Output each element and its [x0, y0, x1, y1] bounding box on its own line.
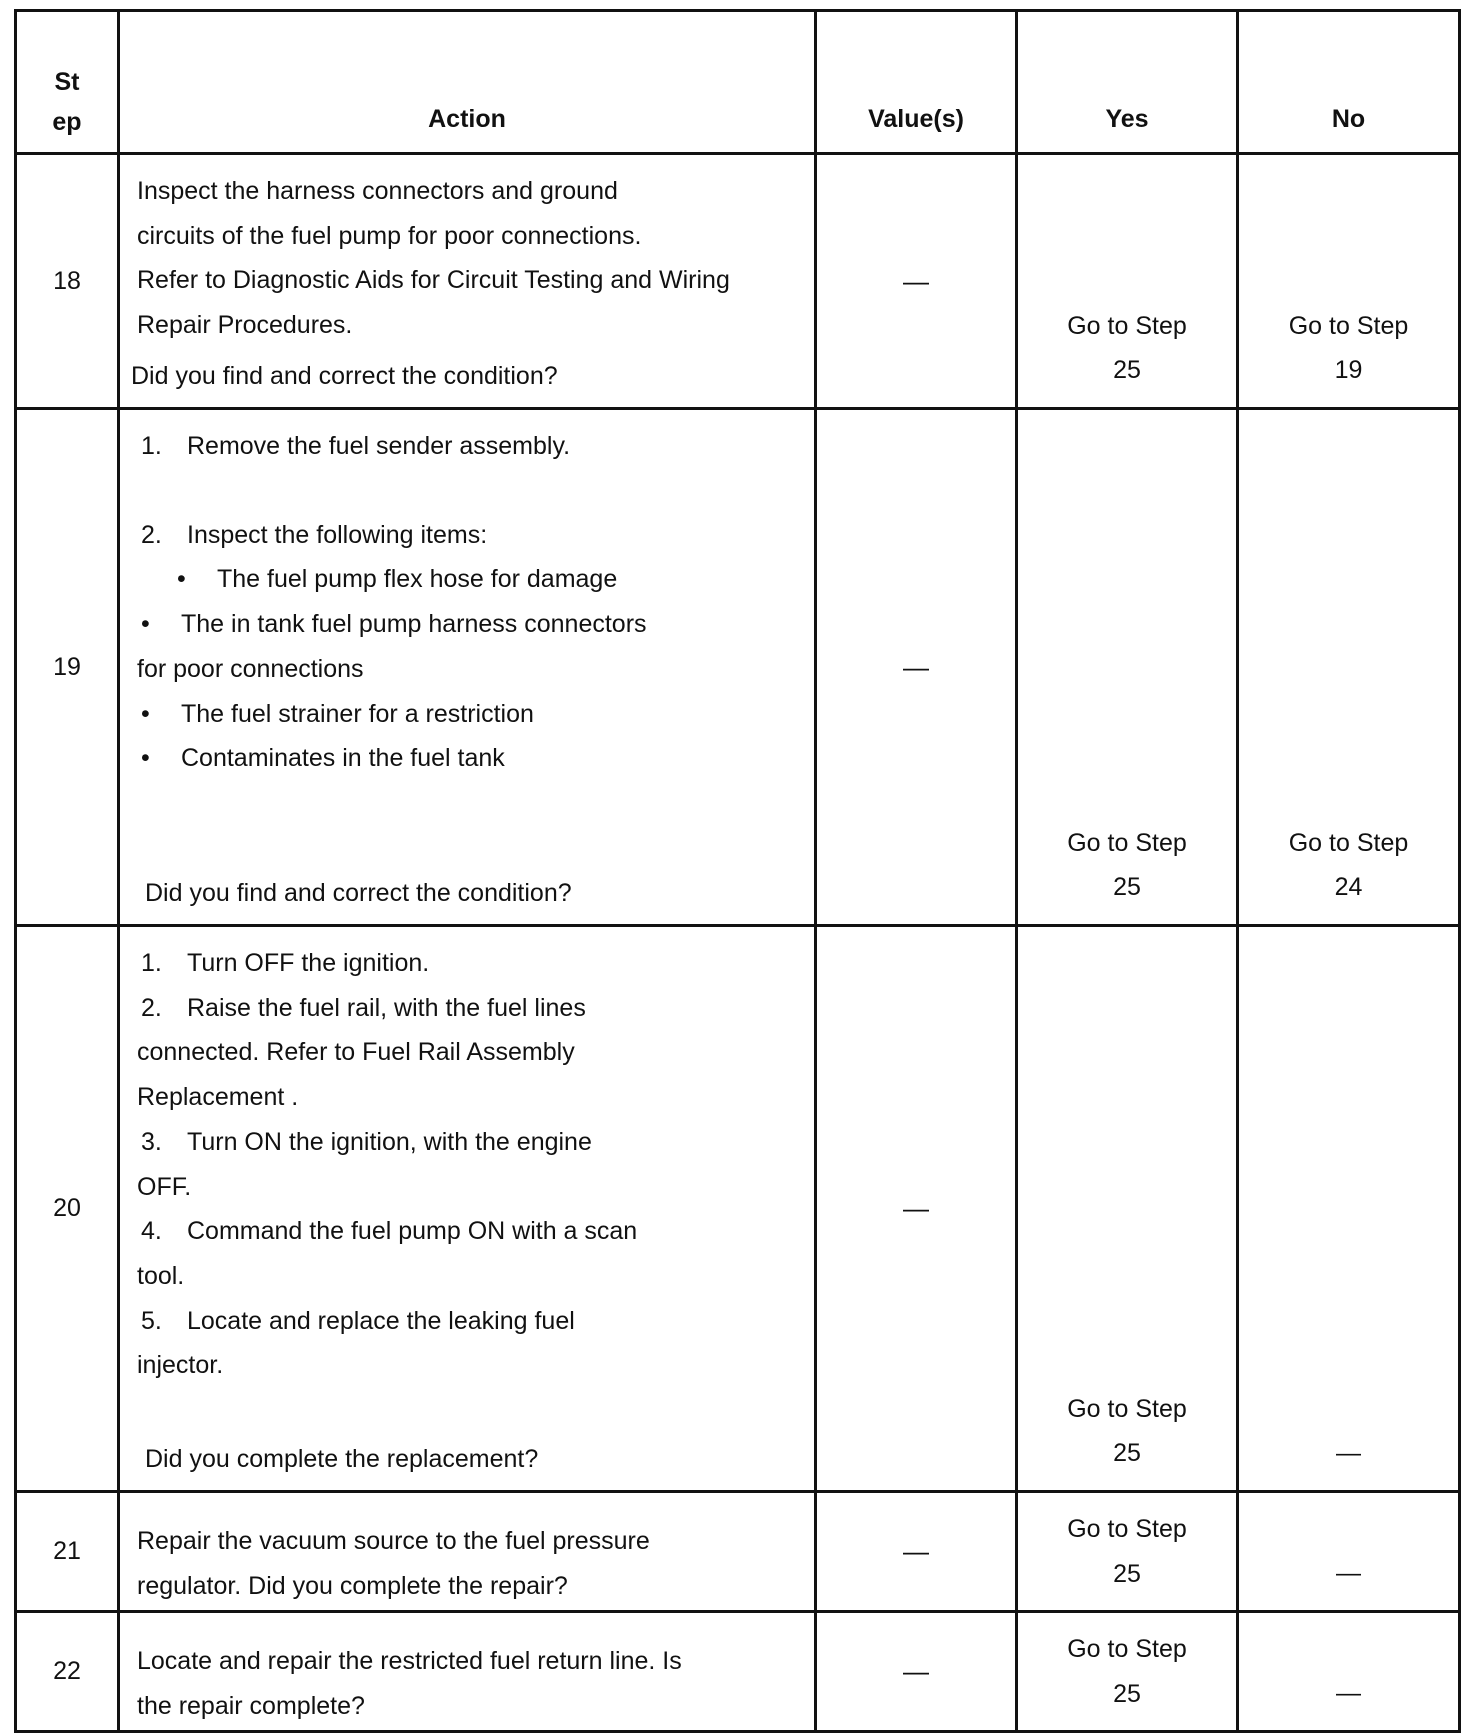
value-step-18	[817, 155, 1018, 410]
value-dash: —	[903, 1536, 929, 1567]
action-question: Did you complete the replacement?	[145, 1445, 539, 1474]
step-number: 18	[53, 266, 81, 295]
header-values-label: Value(s)	[868, 105, 964, 134]
list-item-text: The in tank fuel pump harness connectors	[181, 610, 647, 639]
header-values	[817, 12, 1018, 155]
list-item-text: Raise the fuel rail, with the fuel lines	[187, 993, 586, 1022]
go-to-step-label: Go to Step	[1067, 1514, 1187, 1543]
step-22	[17, 1613, 120, 1733]
list-item-text: Locate and replace the leaking fuel	[187, 1306, 575, 1335]
yes-step-20	[1018, 927, 1239, 1493]
action-line: Refer to Diagnostic Aids for Circuit Testing and Wiring	[137, 266, 730, 295]
header-no-label: No	[1331, 105, 1366, 134]
header-step-line1: St	[54, 68, 80, 96]
step-21	[17, 1493, 120, 1613]
list-item-text: injector.	[137, 1351, 224, 1380]
go-to-step-label: Go to Step	[1067, 311, 1187, 340]
action-line: Inspect the harness connectors and ground	[137, 177, 618, 205]
list-item	[137, 647, 800, 692]
bullet-marker: •	[177, 565, 186, 594]
list-item	[137, 557, 800, 602]
diagnostic-table	[14, 9, 1461, 1733]
list-item-text: Command the fuel pump ON with a scan	[187, 1217, 638, 1246]
no-step-19	[1239, 410, 1461, 927]
list-item	[137, 424, 800, 469]
header-step	[17, 12, 120, 155]
list-item-text: Turn ON the ignition, with the engine	[187, 1127, 592, 1156]
value-dash: —	[903, 265, 929, 296]
no-step-21	[1239, 1493, 1461, 1613]
yes-target-step: 25	[1113, 873, 1141, 902]
no-target-step: 19	[1334, 356, 1363, 385]
list-item	[137, 602, 800, 647]
list-item-text: The fuel strainer for a restriction	[181, 699, 534, 728]
list-marker: 2.	[141, 993, 162, 1022]
list-item-text: tool.	[137, 1261, 185, 1290]
header-yes	[1018, 12, 1239, 155]
action-line: Repair the vacuum source to the fuel pressure	[137, 1527, 650, 1555]
list-item-text: The fuel pump flex hose for damage	[217, 565, 618, 594]
list-item-text: connected. Refer to Fuel Rail Assembly	[137, 1038, 575, 1067]
yes-step-22	[1018, 1613, 1239, 1733]
list-marker: 3.	[141, 1127, 162, 1156]
no-step-22	[1239, 1613, 1461, 1733]
action-line: the repair complete?	[137, 1691, 365, 1720]
list-item-text: Remove the fuel sender assembly.	[187, 432, 571, 460]
no-dash: —	[1336, 1559, 1361, 1588]
list-item-text: OFF.	[137, 1172, 192, 1201]
action-step-22	[120, 1613, 817, 1733]
list-item	[137, 1343, 800, 1388]
yes-step-21	[1018, 1493, 1239, 1613]
step-number: 20	[53, 1194, 81, 1223]
go-to-step-label: Go to Step	[1288, 311, 1409, 340]
list-item	[137, 1120, 800, 1165]
value-dash: —	[903, 651, 929, 682]
action-step-19	[120, 410, 817, 927]
list-item-text: Replacement .	[137, 1083, 299, 1112]
list-item	[137, 1165, 800, 1210]
list-item	[137, 1209, 800, 1254]
yes-target-step: 25	[1113, 356, 1141, 385]
header-step-line2: ep	[52, 108, 82, 136]
list-marker: 1.	[141, 949, 162, 977]
list-item-text: Inspect the following items:	[187, 520, 488, 549]
action-step-20	[120, 927, 817, 1493]
list-marker: 1.	[141, 432, 162, 460]
list-item	[137, 986, 800, 1031]
yes-target-step: 25	[1113, 1559, 1141, 1588]
list-item-text: Turn OFF the ignition.	[187, 949, 430, 977]
yes-target-step: 25	[1113, 1679, 1141, 1708]
action-line: Locate and repair the restricted fuel return line. Is	[137, 1647, 682, 1675]
no-target-step: 24	[1334, 873, 1363, 902]
action-step-18	[120, 155, 817, 410]
list-item	[137, 736, 800, 781]
step-number: 21	[53, 1537, 81, 1566]
list-marker: 4.	[141, 1217, 162, 1246]
bullet-marker: •	[141, 610, 150, 639]
list-item-text: for poor connections	[137, 654, 364, 683]
header-no	[1239, 12, 1461, 155]
list-marker: 5.	[141, 1306, 162, 1335]
header-yes-label: Yes	[1105, 105, 1149, 134]
list-item	[137, 941, 800, 986]
step-20	[17, 927, 120, 1493]
step-18	[17, 155, 120, 410]
step-19	[17, 410, 120, 927]
no-step-18	[1239, 155, 1461, 410]
list-item	[137, 513, 800, 558]
go-to-step-label: Go to Step	[1067, 828, 1187, 857]
value-step-21	[817, 1493, 1018, 1613]
header-action	[120, 12, 817, 155]
yes-target-step: 25	[1113, 1439, 1141, 1468]
list-item	[137, 1299, 800, 1344]
value-step-22	[817, 1613, 1018, 1733]
no-dash: —	[1336, 1679, 1361, 1708]
value-dash: —	[903, 1193, 929, 1224]
yes-step-19	[1018, 410, 1239, 927]
value-step-19	[817, 410, 1018, 927]
bullet-marker: •	[141, 744, 150, 773]
step-number: 22	[53, 1657, 81, 1686]
go-to-step-label: Go to Step	[1067, 1634, 1187, 1663]
value-step-20	[817, 927, 1018, 1493]
list-item	[137, 692, 800, 737]
no-step-20	[1239, 927, 1461, 1493]
yes-step-18	[1018, 155, 1239, 410]
list-item	[137, 1030, 800, 1075]
list-marker: 2.	[141, 520, 162, 549]
header-action-label: Action	[428, 105, 506, 134]
action-question: Did you find and correct the condition?	[131, 362, 558, 391]
value-dash: —	[903, 1656, 929, 1687]
list-item-text: Contaminates in the fuel tank	[181, 744, 505, 773]
action-line: Repair Procedures.	[137, 311, 353, 340]
list-item	[137, 1254, 800, 1299]
action-line: regulator. Did you complete the repair?	[137, 1571, 568, 1600]
action-line: circuits of the fuel pump for poor connections.	[137, 221, 642, 250]
action-step-21	[120, 1493, 817, 1613]
go-to-step-label: Go to Step	[1288, 828, 1409, 857]
bullet-marker: •	[141, 699, 150, 728]
action-question: Did you find and correct the condition?	[145, 879, 572, 908]
go-to-step-label: Go to Step	[1067, 1394, 1187, 1423]
no-dash: —	[1336, 1439, 1361, 1468]
list-item	[137, 1075, 800, 1120]
step-number: 19	[53, 652, 81, 681]
